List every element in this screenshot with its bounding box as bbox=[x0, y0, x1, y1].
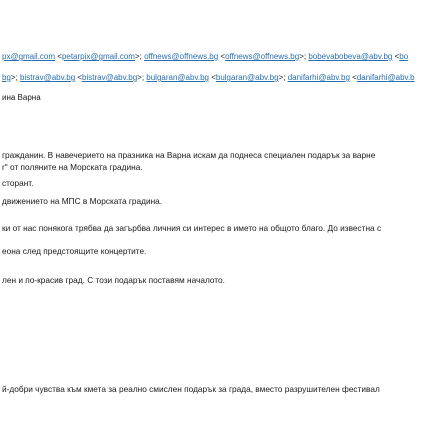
recipient-address-link[interactable]: offnews@offnews.bg bbox=[225, 52, 300, 61]
body-line: ки от нас понякога трябва да загърбва личния си интерес в името на общото благо. До известна с bbox=[2, 223, 382, 233]
email-subject: ина Варна bbox=[2, 93, 41, 102]
body-line: еона след предстоящите концертите. bbox=[2, 246, 147, 256]
recipient-address-link[interactable]: bulgaran@abv.bg bbox=[215, 73, 279, 82]
recipient-link[interactable]: offnews@offnews.bg bbox=[144, 52, 219, 61]
body-line: гражданин. В навечерието на празника на Варна искам да поднеса специален подарък за варне bbox=[2, 150, 376, 160]
recipient-address-link[interactable]: petarpix@gmail.com bbox=[61, 52, 135, 61]
body-line: сторант. bbox=[2, 178, 34, 188]
header-spacer bbox=[0, 0, 440, 46]
body-line: й-добри чувства към кмета за реално смислен подарък за града, вместо разрушителен фестивал bbox=[2, 384, 380, 394]
recipients-line-2: bg>; bistrav@abv.bg <bistrav@abv.bg>; bulgaran@abv.bg <bulgaran@abv.bg>; danifarhi@abv.bg <danifarhi@abv.b bbox=[2, 73, 415, 82]
recipient-link[interactable]: bistrav@abv.bg bbox=[20, 73, 76, 82]
recipient-address-link[interactable]: bo bbox=[399, 52, 409, 61]
recipient-address-link[interactable]: bg bbox=[2, 73, 11, 82]
recipient-address-link[interactable]: bistrav@abv.bg bbox=[82, 73, 138, 82]
body-line: r" от поляните на Морската градина. bbox=[2, 162, 143, 172]
recipient-link[interactable]: bobevabobeva@abv.bg bbox=[308, 52, 393, 61]
recipient-link[interactable]: bulgaran@abv.bg bbox=[146, 73, 209, 82]
recipients-line-1: px@gmail.com <petarpix@gmail.com>; offnews@offnews.bg <offnews@offnews.bg>; bobevabobeva@abv.bg <bo bbox=[2, 52, 409, 61]
body-line: движението на МПС в Морската градина. bbox=[2, 196, 163, 206]
recipient-address-link[interactable]: danifarhi@abv.b bbox=[356, 73, 415, 82]
recipients-field bbox=[0, 46, 440, 88]
recipient-link[interactable]: px@gmail.com bbox=[2, 52, 56, 61]
body-line: лен и по-красив град. С този подарък поставям началото. bbox=[2, 275, 225, 285]
recipient-link[interactable]: danifarhi@abv.bg bbox=[287, 73, 350, 82]
